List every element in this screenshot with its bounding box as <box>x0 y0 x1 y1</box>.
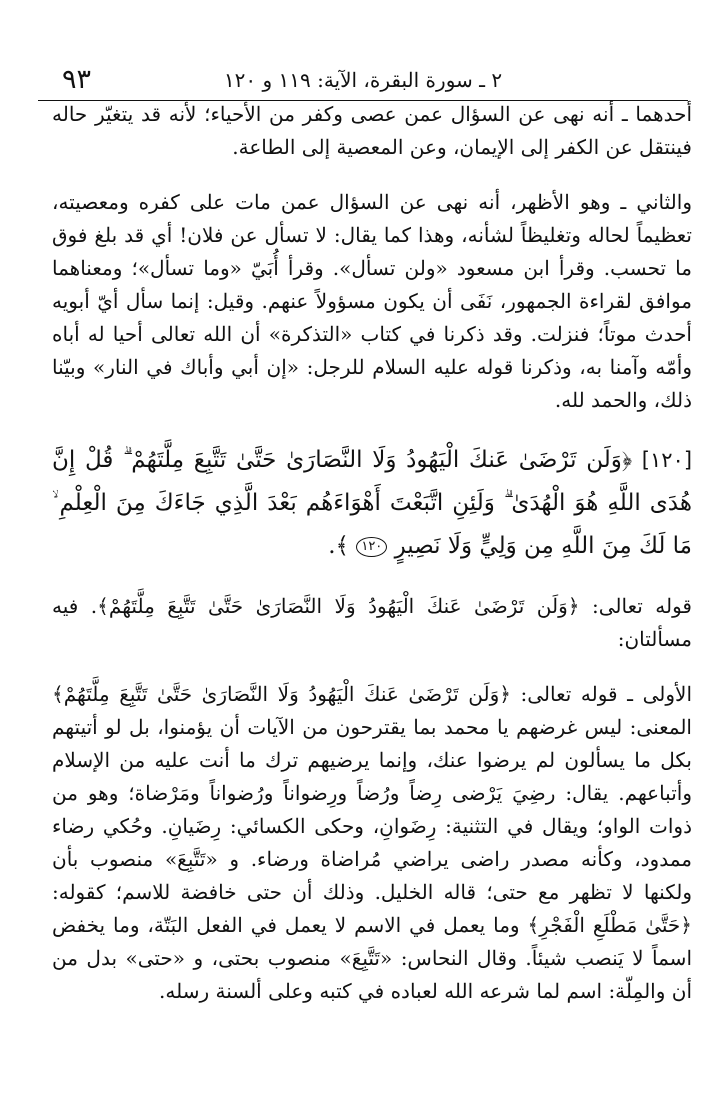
verse-end-marker: ١٢٠ <box>356 537 387 557</box>
verse-number: [١٢٠] <box>641 448 693 472</box>
paragraph-second-view: والثاني ـ وهو الأظهر، أنه نهى عن السؤال عمن مات على كفره ومعصيته، تعظيماً لحاله وتغليظاً لشأنه، وهذا كما يقال: لا تسأل عن فلان! أي قد بلغ فوق ما تحسب. وقرأ ابن مسعود «ولن تسأل». وقرأ أُبَيّ «وما تسأل»؛ ومعناهما موافق لقراءة الجمهور، نَفَى أن يكون مسؤولاً عنهم. وقيل: إنما سأل أيّ أبويه أحدث موتاً؛ فنزلت. وقد ذكرنا في كتاب «التذكرة» أن الله تعالى أحيا له أباه وأمّه وآمنا به، وذكرنا قوله عليه السلام للرجل: «إن أبي وأباك في النار» وبيّنا ذلك، والحمد لله. <box>52 190 692 412</box>
verse-closing-bracket: ﴾. <box>328 533 350 559</box>
quran-verse-block <box>52 439 692 568</box>
running-head: ٢ ـ سورة البقرة، الآية: ١١٩ و ١٢٠ <box>223 68 503 92</box>
verse-text: ﴿وَلَن تَرْضَىٰ عَنكَ الْيَهُودُ وَلَا النَّصَارَىٰ حَتَّىٰ تَتَّبِعَ مِلَّتَهُمْ ۗ قُلْ إِنَّ هُدَى اللَّهِ هُوَ الْهُدَىٰ ۗ وَلَئِنِ اتَّبَعْتَ أَهْوَاءَهُم بَعْدَ الَّذِي جَاءَكَ مِنَ الْعِلْمِ ۙ مَا لَكَ مِنَ اللَّهِ مِن وَلِيٍّ وَلَا نَصِيرٍ <box>52 447 692 559</box>
paragraph-first-issue: الأولى ـ قوله تعالى: ﴿وَلَن تَرْضَىٰ عَنكَ الْيَهُودُ وَلَا النَّصَارَىٰ حَتَّىٰ تَتَّبِعَ مِلَّتَهُمْ﴾ المعنى: ليس غرضهم يا محمد بما يقترحون من الآيات أن يؤمنوا، بل لو أتيتهم بكل ما يسألون لم يرضوا عنك، وإنما يرضيهم ترك ما أنت عليه من الإسلام وأتباعهم. يقال: رضِيَ يَرْضى رِضاً ورُضاً ورِضواناً ورُضواناً ومَرْضاة؛ وهو من ذوات الواو؛ ويقال في التثنية: رِضَوانِ، وحكى الكسائي: رِضَيانِ. وحُكي رضاء ممدود، وكأنه مصدر راضى يراضي مُراضاة ورضاء. و «تَتَّبِعَ» منصوب بأن ولكنها لا تظهر مع حتى؛ قاله الخليل. وذلك أن حتى خافضة للاسم؛ كقوله: ﴿حَتَّىٰ مَطْلَعِ الْفَجْرِ﴾ وما يعمل في الاسم لا يعمل في الفعل البَتّة، وما يخفض اسماً لا يَنصب شيئاً. وقال النحاس: «تَتَّبِعَ» منصوب بحتى، و «حتى» بدل من أن والمِلّة: اسم لما شرعه الله لعباده في كتبه وعلى ألسنة رسله. <box>52 682 692 1003</box>
paragraph-verse-intro: قوله تعالى: ﴿وَلَن تَرْضَىٰ عَنكَ الْيَهُودُ وَلَا النَّصَارَىٰ حَتَّىٰ تَتَّبِعَ مِلَّتَهُمْ﴾. فيه مسألتان: <box>52 594 692 651</box>
page-body <box>52 98 692 1030</box>
page-header <box>38 58 688 98</box>
page-number: ٩٣ <box>62 64 92 95</box>
paragraph-first-view: أحدهما ـ أنه نهى عن السؤال عمن عصى وكفر من الأحياء؛ لأنه قد يتغيّر حاله فينتقل عن الكفر إلى الإيمان، وعن المعصية إلى الطاعة. <box>52 102 692 159</box>
